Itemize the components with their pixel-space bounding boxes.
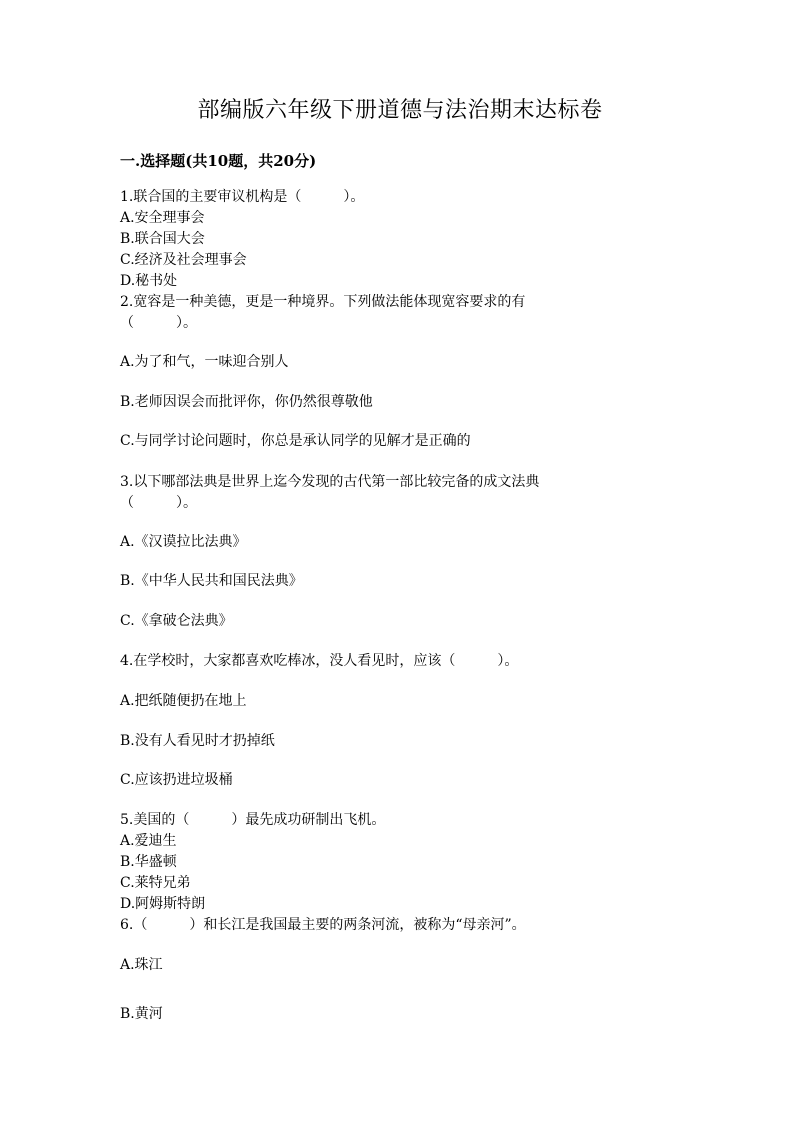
- section-heading: 一.选择题(共10题，共20分): [120, 152, 317, 170]
- question-5-option-c: C.莱特兄弟: [120, 875, 191, 891]
- question-2-option-a: A.为了和气，一味迎合别人: [120, 354, 289, 370]
- question-6-option-a: A.珠江: [120, 957, 163, 973]
- question-2-option-b: B.老师因误会而批评你，你仍然很尊敬他: [120, 394, 373, 410]
- question-3-option-a: A.《汉谟拉比法典》: [120, 534, 247, 550]
- question-4-stem: 4.在学校时，大家都喜欢吃棒冰，没人看见时，应该（ ）。: [120, 653, 519, 669]
- question-5-option-b: B.华盛顿: [120, 854, 177, 870]
- page-title: 部编版六年级下册道德与法治期末达标卷: [197, 98, 603, 123]
- question-2-stem: 2.宽容是一种美德，更是一种境界。下列做法能体现宽容要求的有: [120, 294, 526, 310]
- question-5-option-a: A.爱迪生: [120, 833, 177, 849]
- question-4-option-c: C.应该扔进垃圾桶: [120, 772, 233, 788]
- question-5-stem: 5.美国的（ ）最先成功研制出飞机。: [120, 812, 386, 828]
- question-2-option-c: C.与同学讨论问题时，你总是承认同学的见解才是正确的: [120, 433, 471, 449]
- question-4-option-b: B.没有人看见时才扔掉纸: [120, 733, 275, 749]
- question-1-option-b: B.联合国大会: [120, 231, 205, 247]
- question-5-option-d: D.阿姆斯特朗: [120, 896, 206, 912]
- question-3-option-b: B.《中华人民共和国民法典》: [120, 573, 303, 589]
- question-3-stem-cont: （ ）。: [120, 495, 197, 511]
- question-1-option-a: A.安全理事会: [120, 210, 205, 226]
- question-6-stem: 6.（ ）和长江是我国最主要的两条河流，被称为“母亲河”。: [120, 917, 526, 933]
- question-1-option-d: D.秘书处: [120, 273, 178, 289]
- question-4-option-a: A.把纸随便扔在地上: [120, 693, 247, 709]
- question-1-stem: 1.联合国的主要审议机构是（ ）。: [120, 189, 365, 205]
- question-1-option-c: C.经济及社会理事会: [120, 252, 247, 268]
- question-6-option-b: B.黄河: [120, 1006, 163, 1022]
- question-3-option-c: C.《拿破仑法典》: [120, 613, 233, 629]
- question-2-stem-cont: （ ）。: [120, 315, 197, 331]
- question-3-stem: 3.以下哪部法典是世界上迄今发现的古代第一部比较完备的成文法典: [120, 474, 540, 490]
